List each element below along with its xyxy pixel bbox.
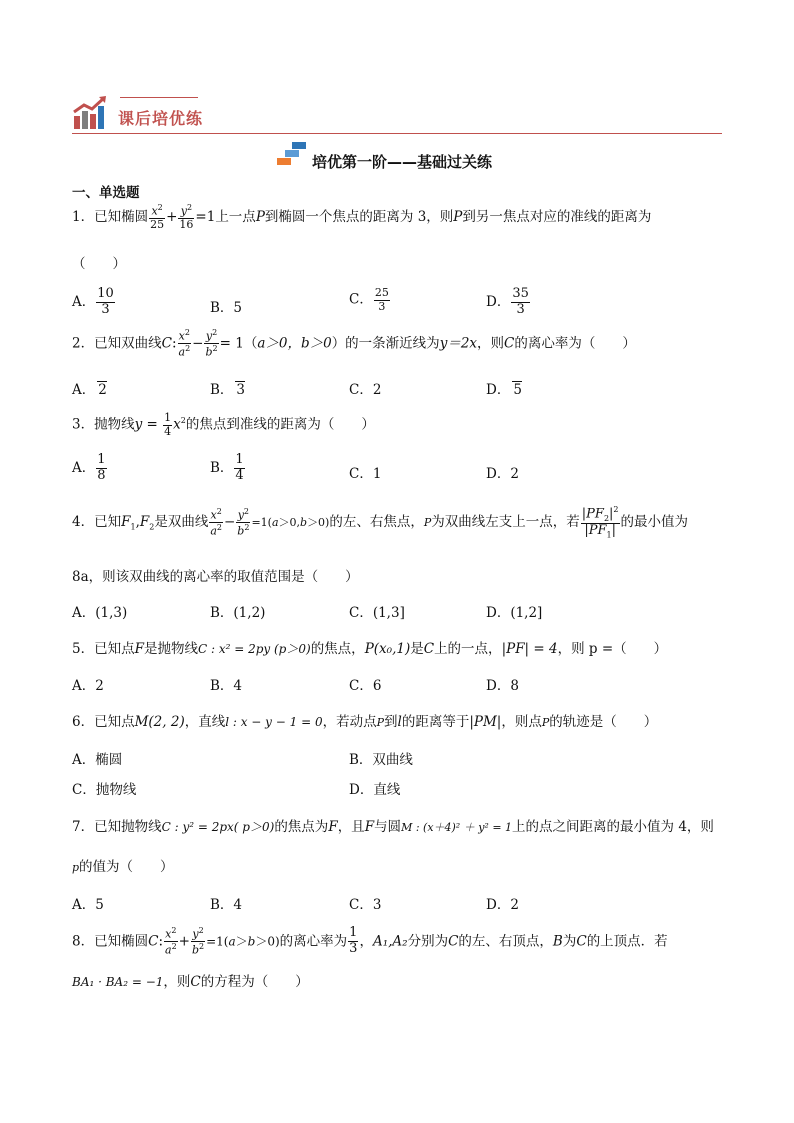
q5-text: 5．已知点 — [72, 641, 135, 657]
q2-frac-y: $\frac{y^2}{b^2}$ — [205, 328, 218, 359]
q3-option-d[interactable]: D．2 — [486, 466, 519, 482]
q7-option-b[interactable]: B．4 — [210, 897, 243, 913]
q1-option-c[interactable] — [349, 287, 391, 313]
q7-option-d[interactable]: D．2 — [486, 897, 519, 913]
question-4: 4．已知$F_1,F_2$是双曲线 $\frac{x^2}{a^2}$ − $\frac{y^2}{b^2}$ =1(a＞0,b＞0)的左、右焦点，P为双曲线左支上一点，若 $\frac{|PF_2|^2}{|PF_1|}$ 的最小值为 — [72, 505, 689, 540]
q6-option-a[interactable]: A．椭圆 — [72, 752, 123, 768]
q2-text-5: 的离心率为（ ） — [514, 335, 636, 352]
q5-text-6: ，则 p =（ ） — [557, 641, 668, 657]
q6-text-3: ，若动点 — [322, 714, 377, 730]
q8-vector-eq: BA₁ · BA₂ = −1 — [72, 975, 164, 989]
q1-frac-c: $\frac{25}{3}$ — [374, 286, 389, 313]
q2-option-d[interactable] — [486, 378, 522, 398]
q4-text-3: 的左、右焦点， — [329, 513, 424, 530]
q2-text-2: （ — [243, 335, 258, 352]
q2-sqrt-5: 5 — [513, 382, 522, 398]
q1-var-p: P — [255, 208, 265, 225]
q4-line-2: 8a，则该双曲线的离心率的取值范围是（ ） — [72, 569, 359, 585]
q2-option-b-label: B． — [210, 382, 234, 398]
q1-text-4: 到另一焦点对应的准线的距离为 — [462, 208, 652, 225]
q4-frac-ratio: $\frac{|PF_2|^2}{|PF_1|}$ — [581, 505, 619, 540]
q4-text-4: 为双曲线左支上一点，若 — [431, 513, 580, 530]
q2-text-4: ，则 — [477, 335, 505, 352]
q1-text: 1．已知椭圆 — [72, 208, 149, 225]
q5-pf: |PF| = 4 — [501, 641, 558, 657]
question-1: 1．已知椭圆 $\frac{x^2}{25}$ + $\frac{y^2}{16}$ =1上一点P到椭圆一个焦点的距离为 3，则P到另一焦点对应的准线的距离为 — [72, 203, 652, 232]
q7-text-4: 与圆 — [374, 819, 402, 835]
q5-text-5: 上的一点， — [434, 641, 502, 657]
q5-option-a[interactable]: A．2 — [72, 678, 104, 694]
q1-var-p2: P — [453, 208, 463, 225]
chart-logo-icon — [72, 96, 108, 130]
q6-option-b[interactable]: B．双曲线 — [349, 752, 413, 768]
q3-text-2: 的焦点到准线的距离为（ ） — [185, 416, 375, 433]
q4-var-p: P — [423, 515, 432, 529]
q1-frac-d: $\frac{35}{3}$ — [512, 286, 529, 317]
q6-text-7: 的轨迹是（ ） — [549, 714, 658, 730]
q8-points: A₁,A₂ — [372, 933, 408, 950]
q2-option-b[interactable] — [210, 378, 245, 398]
q2-cond: a＞0，b＞0 — [257, 335, 332, 352]
q6-option-d[interactable]: D．直线 — [349, 782, 401, 798]
q1-frac-y: $\frac{y^2}{16}$ — [179, 203, 194, 232]
q6-text-6: ，则点 — [501, 714, 542, 730]
question-6: 6．已知点M(2, 2)，直线l : x − y − 1 = 0，若动点P到l的距离等于|PM|，则点P的轨迹是（ ） — [72, 714, 658, 730]
header-accent-line — [120, 97, 198, 98]
q8-frac-y: $\frac{y^2}{b^2}$ — [191, 926, 205, 957]
q7-text: 7．已知抛物线 — [72, 819, 162, 835]
q6-text-4: 到 — [384, 714, 398, 730]
q1-option-d[interactable] — [486, 287, 531, 318]
q1-paren: （ ） — [72, 256, 126, 272]
q6-text-5: 的距离等于 — [401, 714, 470, 730]
q7-text-5: 上的点之间距离的最小值为 4，则 — [512, 819, 714, 835]
stairs-icon — [276, 141, 308, 167]
q3-option-b[interactable] — [210, 453, 246, 484]
q2-text-3: ）的一条渐近线为 — [331, 335, 440, 352]
q3-frac-b: $\frac{1}{4}$ — [235, 452, 244, 483]
q5-option-c[interactable]: C．6 — [349, 678, 382, 694]
q1-frac-a: $\frac{10}{3}$ — [97, 286, 114, 317]
q2-sqrt-2: 2 — [98, 382, 107, 398]
question-3: 3．抛物线y = $\frac{1}{4}$ $x^2$的焦点到准线的距离为（ ） — [72, 411, 375, 438]
q3-text: 3．抛物线 — [72, 416, 135, 433]
q8-text-5: 的左、右顶点， — [458, 933, 553, 950]
q2-option-a-label: A． — [72, 382, 96, 398]
q5-option-d[interactable]: D．8 — [486, 678, 519, 694]
q8-text-4: 分别为 — [407, 933, 449, 950]
q3-option-c[interactable]: C．1 — [349, 466, 382, 482]
q2-sqrt-3: 3 — [236, 382, 246, 398]
q7-option-c[interactable]: C．3 — [349, 897, 382, 913]
q5-eq: C : x² = 2py (p＞0) — [197, 642, 311, 656]
q4-option-a[interactable]: A．(1,3) — [72, 605, 128, 621]
q7-text-6: 的值为（ ） — [79, 859, 174, 875]
q2-var-c2: C — [504, 335, 515, 352]
q3-frac-a: $\frac{1}{8}$ — [97, 452, 106, 483]
q7-circle: M : (x＋4)² ＋ y² = 1 — [401, 821, 513, 834]
q6-option-c[interactable]: C．抛物线 — [72, 782, 137, 798]
q2-option-a[interactable] — [72, 378, 107, 398]
stage-title: 培优第一阶——基础过关练 — [312, 153, 493, 171]
q7-option-a[interactable]: A．5 — [72, 897, 104, 913]
question-8: 8．已知椭圆C: $\frac{x^2}{a^2}$ + $\frac{y^2}{b^2}$ =1(a＞b＞0)的离心率为 $\frac{1}{3}$ ，A₁,A₂分别为C的左、右顶点，B为C的上顶点．若 — [72, 925, 668, 957]
q8-text: 8．已知椭圆 — [72, 933, 149, 950]
q8-text-9: 的方程为（ ） — [200, 974, 309, 990]
q7-text-3: ，且 — [337, 819, 365, 835]
q3-frac: $\frac{1}{4}$ — [164, 411, 172, 438]
q8-text-7: 的上顶点．若 — [586, 933, 668, 950]
q7-line-2: p的值为（ ） — [72, 859, 174, 875]
q8-frac-x: $\frac{x^2}{a^2}$ — [165, 926, 177, 957]
q4-frac-y: $\frac{y^2}{b^2}$ — [237, 506, 250, 538]
q1-option-b[interactable]: B．5 — [210, 300, 243, 316]
q4-option-d[interactable]: D．(1,2] — [486, 605, 543, 621]
q8-text-2: 的离心率为 — [279, 933, 348, 950]
question-2: 2．已知双曲线C: $\frac{x^2}{a^2}$ − $\frac{y^2}{b^2}$ = 1（a＞0，b＞0）的一条渐近线为y＝2x，则C的离心率为（ ） — [72, 328, 636, 359]
q5-option-b[interactable]: B．4 — [210, 678, 243, 694]
q8-frac-e: $\frac{1}{3}$ — [349, 925, 358, 957]
q4-frac-x: $\frac{x^2}{a^2}$ — [210, 506, 222, 538]
page-title: 课后培优练 — [118, 109, 204, 128]
q3-option-a-label: A． — [72, 459, 96, 476]
q3-option-b-label: B． — [210, 459, 234, 476]
q6-text-2: ，直线 — [184, 714, 226, 730]
q1-frac-x: $\frac{x^2}{25}$ — [150, 203, 165, 232]
q1-option-a[interactable] — [72, 287, 116, 318]
q4-text-5: 的最小值为 — [620, 513, 689, 530]
q5-text-2: 是抛物线 — [143, 641, 198, 657]
q1-text-2: 上一点 — [215, 208, 256, 225]
q2-frac-x: $\frac{x^2}{a^2}$ — [178, 328, 191, 359]
q4-text: 4．已知 — [72, 513, 122, 530]
header-divider — [72, 133, 722, 134]
q8-text-6: 为 — [562, 933, 577, 950]
q2-var-c: C — [161, 335, 172, 352]
question-5: 5．已知点F是抛物线C : x² = 2py (p＞0)的焦点，P(x₀,1)是C上的一点，|PF| = 4，则 p =（ ） — [72, 641, 668, 657]
q6-pm: |PM| — [469, 714, 502, 730]
q4-option-b[interactable]: B．(1,2) — [210, 605, 266, 621]
q5-var-f: F — [134, 641, 144, 657]
q8-text-3: ， — [359, 933, 373, 950]
q7-eq: C : y² = 2px( p＞0) — [161, 820, 275, 834]
question-7: 7．已知抛物线C : y² = 2px( p＞0)的焦点为F，且F与圆M : (x＋4)² ＋ y² = 1上的点之间距离的最小值为 4，则 — [72, 819, 714, 835]
section-heading: 一、单选题 — [72, 185, 140, 201]
q1-text-3: 到椭圆一个焦点的距离为 3，则 — [264, 208, 454, 225]
q5-text-4: 是 — [410, 641, 424, 657]
q8-line-2: BA₁ · BA₂ = −1，则C的方程为（ ） — [72, 974, 309, 990]
q8-text-8: ，则 — [163, 974, 191, 990]
q7-text-2: 的焦点为 — [274, 819, 329, 835]
q4-text-2: 是双曲线 — [154, 513, 209, 530]
q6-point-m: M(2, 2) — [134, 714, 185, 730]
q2-text: 2．已知双曲线 — [72, 335, 162, 352]
q3-option-a[interactable] — [72, 453, 108, 484]
q2-option-c[interactable]: C．2 — [349, 382, 382, 398]
q5-point: P(x₀,1) — [364, 641, 411, 657]
q1-option-a-label: A． — [72, 293, 96, 310]
q2-option-d-label: D． — [486, 382, 511, 398]
q1-option-d-label: D． — [486, 293, 511, 310]
q1-option-c-label: C． — [349, 291, 373, 308]
q6-text: 6．已知点 — [72, 714, 135, 730]
q5-text-3: 的焦点， — [310, 641, 365, 657]
q6-line: l : x − y − 1 = 0 — [225, 715, 323, 729]
q2-asym: y＝2x — [439, 335, 478, 352]
q4-option-c[interactable]: C．(1,3] — [349, 605, 405, 621]
